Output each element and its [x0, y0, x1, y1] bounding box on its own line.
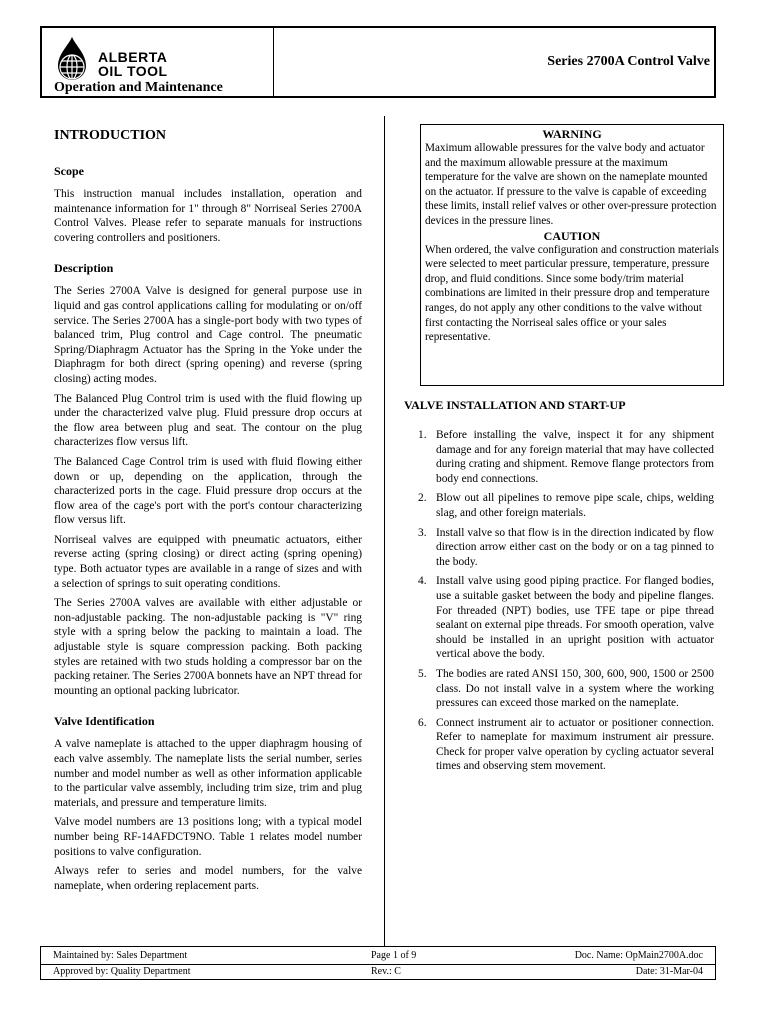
description-paragraph: The Balanced Plug Control trim is used with the fluid flowing up under the characterized valve plug. Fluid pressure drop occurs at the flow area between plug and seat. The contour on the plug characterizes flow versus lift. [54, 392, 362, 449]
step-text: The bodies are rated ANSI 150, 300, 600, 900, 1500 or 2500 class. Do not install valve in a system where the working pressures can exceed those marked on the nameplate. [436, 667, 714, 710]
scope-heading: Scope [54, 164, 84, 178]
page-footer [40, 946, 716, 980]
step-number: 2. [418, 492, 427, 505]
valve-id-paragraph: Valve model numbers are 13 positions long; with a typical model number being RF-14AFDCT9NO. Table 1 relates model number positions to valve configuration. [54, 816, 362, 858]
description-paragraph: The Series 2700A Valve is designed for general purpose use in liquid and gas control applications calling for modulating or on/off service. The Series 2700A has a single-port body with two types of balanced trim, Plug control and Cage control. The pneumatic Spring/Diaphragm Actuator has the Spring in the Yoke under the Diaphragm for both direct (spring opening) and reverse (spring closing) acting modes. [54, 285, 362, 385]
document-title: Series 2700A Control Valve [547, 54, 710, 69]
footer-revision: Rev.: C [371, 966, 401, 977]
list-item [418, 526, 714, 570]
step-number: 4. [418, 575, 427, 588]
step-text: Blow out all pipelines to remove pipe scale, chips, welding slag, and other foreign materials. [436, 492, 714, 519]
caution-title: CAUTION [543, 228, 601, 243]
installation-steps-list [418, 428, 714, 779]
logo-block [42, 28, 274, 98]
valve-identification-heading: Valve Identification [54, 714, 155, 729]
company-logo-text [98, 50, 168, 78]
valve-id-paragraph: Always refer to series and model numbers, for the valve nameplate, when ordering replacement parts. [54, 865, 362, 892]
step-number: 3. [418, 526, 427, 539]
step-text: Install valve so that flow is in the direction indicated by flow direction arrow either cast on the body or on a tag pinned to the body. [436, 526, 714, 568]
left-column [54, 128, 362, 898]
column-divider [384, 116, 385, 946]
footer-row [41, 948, 715, 965]
list-item [418, 667, 714, 711]
installation-heading: VALVE INSTALLATION AND START-UP [404, 398, 626, 412]
list-item [418, 574, 714, 662]
step-number: 6. [418, 716, 427, 729]
list-item [418, 428, 714, 486]
step-number: 1. [418, 429, 427, 441]
step-text: Before installing the valve, inspect it for any shipment damage and for any foreign material that may have collected during crating and shipment. Remove flange protectors from body end connections. [436, 429, 714, 485]
footer-date: Date: 31-Mar-04 [635, 966, 703, 977]
scope-paragraph: This instruction manual includes installation, operation and maintenance information for 1" through 8" Norriseal Series 2700A Control Valves. Please refer to separate manuals for instructions covering controllers and positioners. [54, 188, 362, 244]
header-subtitle: Operation and Maintenance [54, 80, 223, 95]
step-number: 5. [418, 667, 427, 680]
caution-text: When ordered, the valve configuration and construction materials were selected to meet particular pressure, temperature, pressure drop, and fluid conditions. Since some body/trim material combinations are limited in their pressure drop and temperature ranges, do not apply any other conditions to the valve without first contacting the Norriseal sales office or your sales representative. [425, 243, 719, 344]
warning-text: Maximum allowable pressures for the valve body and actuator and the maximum allowable pressure at the maximum temperature for the valve are shown on the nameplate mounted on the actuator. If pressure to the valve is capable of exceeding these limits, install relief valves or other over-pressure protection devices in the pressure lines. [425, 142, 717, 227]
section-title-introduction: INTRODUCTION [54, 128, 167, 143]
description-paragraph: The Series 2700A valves are available with either adjustable or non-adjustable packing. The non-adjustable packing is "V" ring style with a spring below the packing to maintain a load. The adjustable style is square compression packing. Both packing styles are retained with two studs holding a compressor bar on the packing retainer. The Series 2700A bonnets have an NPT thread for mounting an optional packing lubricator. [54, 597, 362, 697]
logo-line-2: OIL TOOL [98, 63, 168, 79]
valve-id-paragraph: A valve nameplate is attached to the upper diaphragm housing of each valve assembly. The nameplate lists the serial number, series number and model number as well as other information applicable to the particular valve assembly, including trim size, trim and plug materials, and pressure and temperature limits. [54, 738, 362, 809]
description-paragraph: The Balanced Cage Control trim is used with fluid flowing either down or up, depending on the application, through the characterized ports in the cage. Fluid pressure drop occurs at the flow area of the cage's port with the port's contour characterizing flow versus lift. [54, 455, 362, 527]
warning-title: WARNING [542, 127, 602, 141]
footer-row [41, 964, 715, 980]
oil-drop-globe-logo [52, 36, 92, 82]
footer-page-number: Page 1 of 9 [371, 950, 417, 961]
warning-caution-box [420, 124, 724, 386]
page-header [40, 26, 716, 98]
description-paragraph: Norriseal valves are equipped with pneumatic actuators, either reverse acting (spring closing) or direct acting (spring opening) type. Both actuator types are available in a range of sizes and with a selection of springs to suit operating conditions. [54, 533, 362, 590]
footer-approved-by: Approved by: Quality Department [53, 966, 191, 977]
step-text: Connect instrument air to actuator or positioner connection. Refer to nameplate for maximum instrument air pressure. Check for proper valve operation by cycling actuator several times and observing stem movement. [436, 716, 714, 773]
list-item [418, 491, 714, 520]
footer-maintained-by: Maintained by: Sales Department [53, 950, 188, 961]
step-text: Install valve using good piping practice. For flanged bodies, use a suitable gasket between the body and pipeline flanges. For threaded (NPT) bodies, use TFE tape or pipe thread sealant on external pipe threads. For smooth operation, valve should be installed in an upright position with actuator vertical above the body. [436, 575, 714, 661]
description-heading: Description [54, 261, 114, 276]
list-item [418, 716, 714, 774]
footer-doc-name: Doc. Name: OpMain2700A.doc [574, 950, 703, 961]
logo-line-1: ALBERTA [98, 49, 168, 65]
